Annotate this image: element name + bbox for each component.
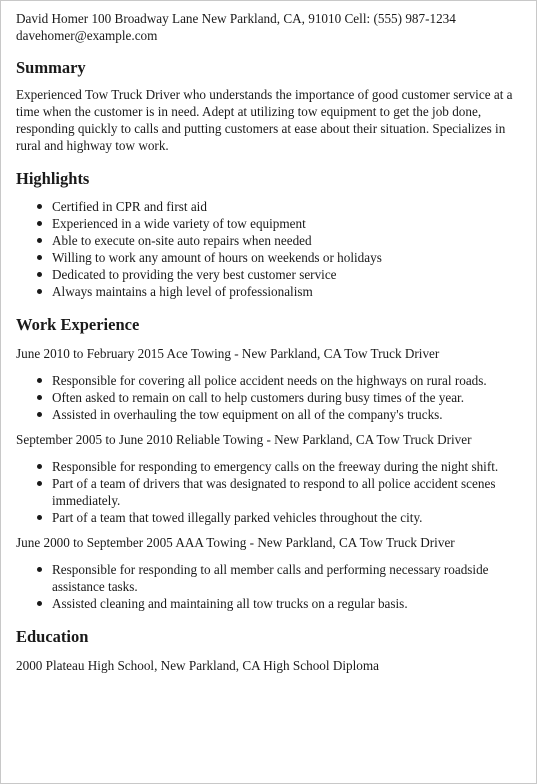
summary-text: Experienced Tow Truck Driver who understands the importance of good customer service at a time when the customer is in need. Adept at utilizing tow equipment to get the job done, responding quickly to calls and putting customers at ease about their situation. Specializes in rural and highway tow work.	[16, 87, 513, 153]
work-experience-heading: Work Experience	[16, 315, 140, 334]
job-bullet: Responsible for covering all police accident needs on the highways on rural roads.	[52, 372, 522, 389]
job-header: September 2005 to June 2010 Reliable Towing - New Parkland, CA Tow Truck Driver	[16, 432, 472, 447]
highlight-item: Dedicated to providing the very best customer service	[52, 266, 522, 283]
job-bullet: Assisted cleaning and maintaining all tow trucks on a regular basis.	[52, 595, 522, 612]
highlights-heading: Highlights	[16, 169, 90, 188]
highlight-item: Experienced in a wide variety of tow equipment	[52, 215, 522, 232]
highlight-item: Certified in CPR and first aid	[52, 198, 522, 215]
contact-address-line: David Homer 100 Broadway Lane New Parkland, CA, 91010 Cell: (555) 987-1234	[16, 11, 456, 26]
job-bullet: Responsible for responding to emergency calls on the freeway during the night shift.	[52, 458, 522, 475]
highlight-item: Able to execute on-site auto repairs when needed	[52, 232, 522, 249]
summary-heading: Summary	[16, 58, 86, 77]
highlight-item: Always maintains a high level of professionalism	[52, 283, 522, 300]
highlights-list	[16, 198, 522, 300]
job-bullet-list	[16, 561, 522, 612]
job-header: June 2000 to September 2005 AAA Towing - New Parkland, CA Tow Truck Driver	[16, 535, 455, 550]
education-text: 2000 Plateau High School, New Parkland, CA High School Diploma	[16, 658, 379, 673]
highlight-item: Willing to work any amount of hours on weekends or holidays	[52, 249, 522, 266]
job-bullet: Often asked to remain on call to help customers during busy times of the year.	[52, 389, 522, 406]
job-bullet: Part of a team that towed illegally parked vehicles throughout the city.	[52, 509, 522, 526]
job-bullet: Responsible for responding to all member calls and performing necessary roadside assistance tasks.	[52, 561, 522, 595]
contact-email: davehomer@example.com	[16, 28, 158, 43]
education-heading: Education	[16, 627, 89, 646]
job-bullet: Part of a team of drivers that was designated to respond to all police accident scenes immediately.	[52, 475, 522, 509]
job-bullet: Assisted in overhauling the tow equipment on all of the company's trucks.	[52, 406, 522, 423]
job-bullet-list	[16, 372, 522, 423]
job-header: June 2010 to February 2015 Ace Towing - New Parkland, CA Tow Truck Driver	[16, 346, 440, 361]
job-bullet-list	[16, 458, 522, 526]
contact-block	[16, 10, 522, 44]
